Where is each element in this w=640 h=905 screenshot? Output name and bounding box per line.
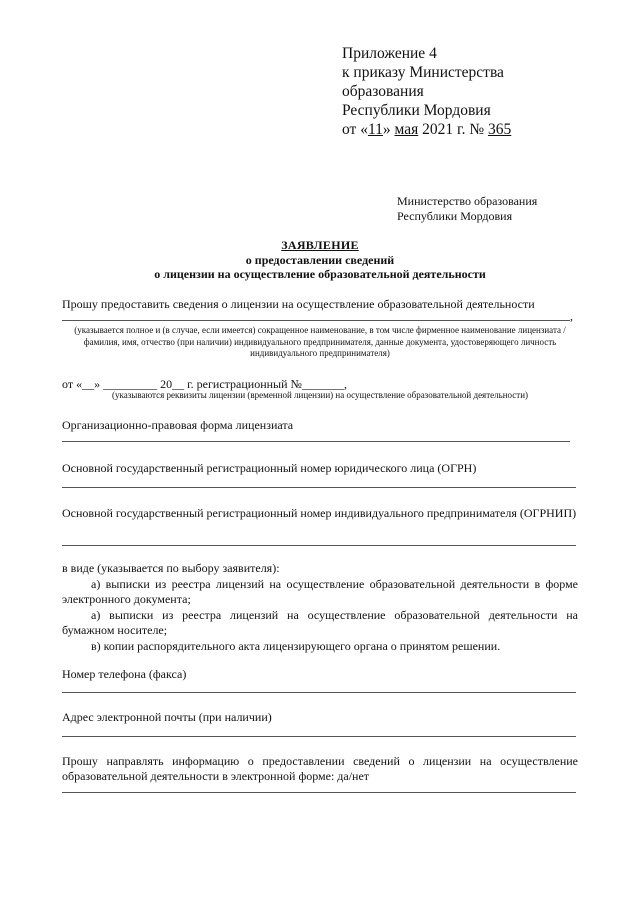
date-prefix: от « bbox=[342, 121, 368, 138]
annex-line-3: образования bbox=[342, 83, 424, 100]
addressee bbox=[397, 194, 537, 224]
org-form-field[interactable] bbox=[62, 441, 570, 442]
order-month: мая bbox=[394, 121, 419, 138]
order-day: 11 bbox=[367, 121, 383, 138]
ogrnip-label: Основной государственный регистрационный номер индивидуального предпринимателя (ОГРНИП) bbox=[62, 506, 577, 520]
electronic-answer-field[interactable] bbox=[62, 792, 576, 793]
request-comma: , bbox=[570, 309, 573, 323]
option-electronic: а) выписки из реестра лицензий на осуществление образовательной деятельности в форме электронного документа; bbox=[62, 577, 578, 606]
electronic-request: Прошу направлять информацию о предоставлении сведений о лицензии на осуществление образовательной деятельности в электронной форме: да/нет bbox=[62, 754, 578, 783]
phone-label: Номер телефона (факса) bbox=[62, 667, 187, 681]
email-field[interactable] bbox=[62, 736, 576, 737]
annex-date-line bbox=[342, 120, 511, 139]
annex-header bbox=[342, 44, 511, 139]
option-copy: в) копии распорядительного акта лицензирующего органа о принятом решении. bbox=[91, 639, 501, 653]
applicant-name-note: (указывается полное и (в случае, если имеется) сокращенное наименование, в том числе фирменное наименование лицензиата / фамилия, имя, отчество (при наличии) индивидуального предпринимателя, данные документа, удостоверяющего личность индивидуального предпринимателя) bbox=[74, 325, 566, 358]
license-date-reg-line: от «__» _________ 20__ г. регистрационный №_______, bbox=[62, 377, 347, 391]
request-text: Прошу предоставить сведения о лицензии на осуществление образовательной деятельности bbox=[62, 297, 535, 311]
applicant-name-field[interactable] bbox=[62, 320, 570, 321]
date-mid-1: » bbox=[382, 121, 395, 138]
org-form-label: Организационно-правовая форма лицензиата bbox=[62, 418, 294, 432]
date-mid-2: 2021 г. № bbox=[418, 121, 489, 138]
ogrnip-field[interactable] bbox=[62, 545, 576, 546]
form-intro: в виде (указывается по выбору заявителя): bbox=[62, 561, 280, 575]
phone-field[interactable] bbox=[62, 692, 576, 693]
title-sub-2: о лицензии на осуществление образовательной деятельности bbox=[154, 267, 486, 281]
license-details-note: (указываются реквизиты лицензии (временной лицензии) на осуществление образовательной деятельности) bbox=[111, 390, 529, 400]
ogrn-label: Основной государственный регистрационный номер юридического лица (ОГРН) bbox=[62, 461, 477, 475]
annex-line-4: Республики Мордовия bbox=[342, 102, 491, 119]
title-main: ЗАЯВЛЕНИЕ bbox=[281, 238, 359, 252]
email-label: Адрес электронной почты (при наличии) bbox=[62, 710, 272, 724]
order-number: 365 bbox=[488, 121, 512, 138]
annex-line-1: Приложение 4 bbox=[342, 45, 437, 62]
addressee-line-1: Министерство образования bbox=[397, 194, 538, 208]
option-paper: а) выписки из реестра лицензий на осуществление образовательной деятельности на бумажном носителе; bbox=[62, 608, 578, 637]
ogrn-field[interactable] bbox=[62, 487, 576, 488]
document-title bbox=[0, 238, 640, 282]
addressee-line-2: Республики Мордовия bbox=[397, 209, 513, 223]
annex-line-2: к приказу Министерства bbox=[342, 64, 504, 81]
title-sub-1: о предоставлении сведений bbox=[245, 252, 395, 267]
